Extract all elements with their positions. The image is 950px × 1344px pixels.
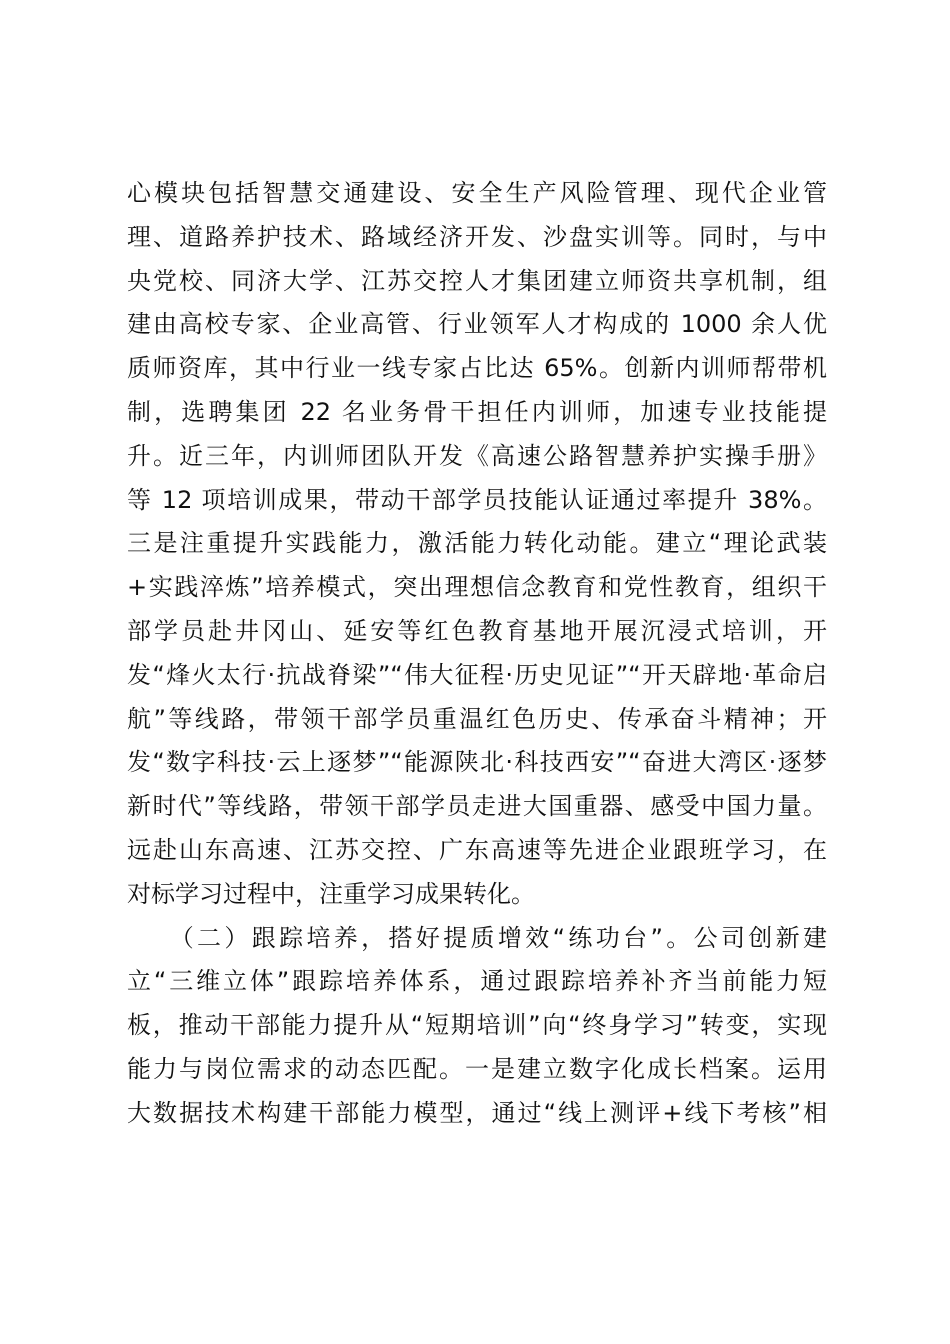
text-line: 发“烽火太行·抗战脊梁”“伟大征程·历史见证”“开天辟地·革命启 [127,660,827,689]
text-line: 对标学习过程中，注重学习成果转化。 [127,879,535,908]
text-line: 制，选聘集团 22 名业务骨干担任内训师，加速专业技能提 [127,397,827,426]
text-line: 质师资库，其中行业一线专家占比达 65%。创新内训师帮带机 [127,354,827,383]
text-line: 央党校、同济大学、江苏交控人才集团建立师资共享机制，组 [127,266,827,295]
text-line: 发“数字科技·云上逐梦”“能源陕北·科技西安”“奋进大湾区·逐梦 [127,748,827,777]
text-line: 理、道路养护技术、路域经济开发、沙盘实训等。同时，与中 [127,222,827,251]
document-body [127,172,827,1136]
text-line: 立“三维立体”跟踪培养体系，通过跟踪培养补齐当前能力短 [127,967,827,996]
text-line: 板，推动干部能力提升从“短期培训”向“终身学习”转变，实现 [127,1011,827,1040]
text-line: 部学员赴井冈山、延安等红色教育基地开展沉浸式培训，开 [127,616,827,645]
text-line: 心模块包括智慧交通建设、安全生产风险管理、现代企业管 [127,179,827,207]
paragraph-2 [127,917,827,1136]
text-line: 航”等线路，带领干部学员重温红色历史、传承奋斗精神；开 [127,704,827,733]
text-line: +实践淬炼”培养模式，突出理想信念教育和党性教育，组织干 [127,573,827,602]
text-line: 新时代”等线路，带领干部学员走进大国重器、感受中国力量。 [127,792,827,821]
text-line: 等 12 项培训成果，带动干部学员技能认证通过率提升 38%。 [127,485,827,514]
text-line: 大数据技术构建干部能力模型，通过“线上测评+线下考核”相 [127,1098,827,1127]
paragraph-1 [127,172,827,917]
text-line: 远赴山东高速、江苏交控、广东高速等先进企业跟班学习，在 [127,835,827,864]
text-line: 能力与岗位需求的动态匹配。一是建立数字化成长档案。运用 [127,1054,827,1083]
text-line: 升。近三年，内训师团队开发《高速公路智慧养护实操手册》 [127,441,827,470]
text-line: 建由高校专家、企业高管、行业领军人才构成的 1000 余人优 [127,310,827,339]
text-line: 三是注重提升实践能力，激活能力转化动能。建立“理论武装 [127,529,827,558]
text-line: （二）跟踪培养，搭好提质增效“练功台”。公司创新建 [127,923,827,952]
